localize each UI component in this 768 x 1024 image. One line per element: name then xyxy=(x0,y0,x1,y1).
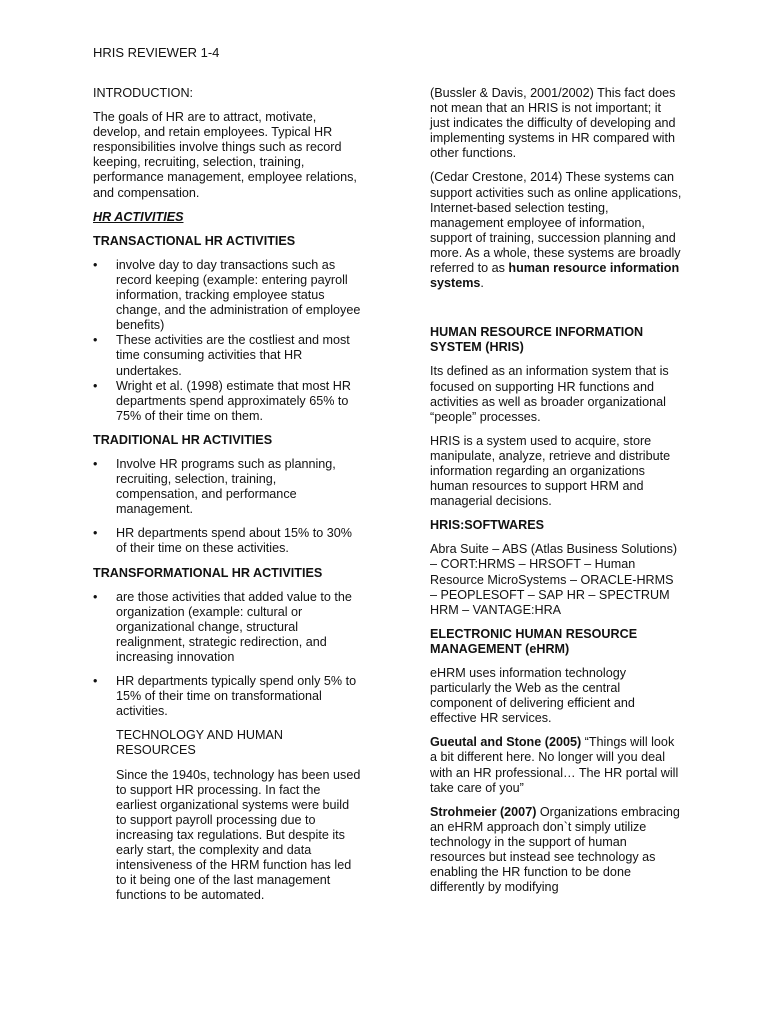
intro-text: The goals of HR are to attract, motivate, develop, and retain employees. Typical HR responsibilities involve things such as record keeping, recruiting, selection, training, performance management, employee relations, and compensation. xyxy=(93,110,357,200)
list-item: • Involve HR programs such as planning, recruiting, selection, training, compensation, and performance management. xyxy=(93,457,361,517)
ehrm-text: eHRM uses information technology particularly the Web as the central component of delivering efficient and effective HR services. xyxy=(430,666,635,726)
cedar-bold: human resource information systems xyxy=(430,261,680,291)
bussler-paragraph: (Bussler & Davis, 2001/2002) This fact does not mean that an HRIS is not important; it just indicates the difficulty of developing and implementing systems in HR compared with other functions. xyxy=(430,86,676,161)
transactional-heading: TRANSACTIONAL HR ACTIVITIES xyxy=(93,233,296,248)
softwares-text: Abra Suite – ABS (Atlas Business Solutions) – CORT:HRMS – HRSOFT – Human Resource MicroSystems – ORACLE-HRMS – PEOPLESOFT – SAP HR – SPECTRUM HRM – VANTAGE:HRA xyxy=(430,542,678,617)
tech-text: Since the 1940s, technology has been used to support HR processing. In fact the earliest organizational systems were build to support payroll processing due to increasing tax regulations. But despite its early start, the complexity and data intensiveness of the HRM function has led to it being one of the last management functions to be automated. xyxy=(116,767,361,903)
ehrm-heading: ELECTRONIC HUMAN RESOURCE MANAGEMENT (eHRM) xyxy=(430,626,638,656)
transformational-list xyxy=(93,590,361,720)
traditional-list xyxy=(93,457,361,557)
traditional-heading: TRADITIONAL HR ACTIVITIES xyxy=(93,432,273,447)
strohmeier-author: Strohmeier (2007) xyxy=(430,804,537,819)
cedar-paragraph xyxy=(430,170,682,291)
left-column xyxy=(93,86,361,912)
right-column xyxy=(430,86,682,904)
strohmeier-paragraph xyxy=(430,805,682,896)
list-item: • These activities are the costliest and most time consuming activities that HR undertakes. xyxy=(93,333,361,378)
list-item: • Wright et al. (1998) estimate that most HR departments spend approximately 65% to 75% of their time on them. xyxy=(93,379,361,424)
intro-label: INTRODUCTION: xyxy=(93,86,194,100)
cedar-text: (Cedar Crestone, 2014) These systems can support activities such as online applications, Internet-based selection testing, management employee of information, support of training, succession planning and more. As a whole, these systems are broadly referred to as xyxy=(430,170,682,276)
transformational-heading: TRANSFORMATIONAL HR ACTIVITIES xyxy=(93,565,323,580)
list-item: • HR departments typically spend only 5% to 15% of their time on transformational activities. xyxy=(93,674,361,719)
strohmeier-text: Organizations embracing an eHRM approach don`t simply utilize technology in the support of human resources but instead see technology as enabling the HR function to be done differently by modifying xyxy=(430,804,680,895)
hris-heading: HUMAN RESOURCE INFORMATION SYSTEM (HRIS) xyxy=(430,325,644,355)
softwares-heading: HRIS:SOFTWARES xyxy=(430,518,545,533)
hris-definition: Its defined as an information system that is focused on supporting HR functions and activities as well as broader organizational “people” processes. xyxy=(430,364,669,424)
tech-heading: TECHNOLOGY AND HUMAN RESOURCES xyxy=(116,728,284,758)
list-item: • are those activities that added value to the organization (example: cultural or organizational change, structural realignment, strategic redirection, and increasing innovation xyxy=(93,590,361,665)
spacer xyxy=(430,300,682,325)
gueutal-paragraph xyxy=(430,735,682,795)
transactional-list xyxy=(93,258,361,424)
hr-activities-heading: HR ACTIVITIES xyxy=(93,209,184,224)
page-header: HRIS REVIEWER 1-4 xyxy=(93,45,220,60)
hris-text: HRIS is a system used to acquire, store manipulate, analyze, retrieve and distribute information regarding an organizations human resources to support HRM and managerial decisions. xyxy=(430,433,671,509)
cedar-end: . xyxy=(480,276,484,291)
list-item: • HR departments spend about 15% to 30% of their time on these activities. xyxy=(93,526,361,556)
list-item: • involve day to day transactions such as record keeping (example: entering payroll information, tracking employee status change, and the administration of employee benefits) xyxy=(93,258,361,333)
gueutal-author: Gueutal and Stone (2005) xyxy=(430,735,582,750)
gueutal-text: “Things will look a bit different here. No longer will you deal with an HR professional… The HR portal will take care of you” xyxy=(430,735,679,795)
